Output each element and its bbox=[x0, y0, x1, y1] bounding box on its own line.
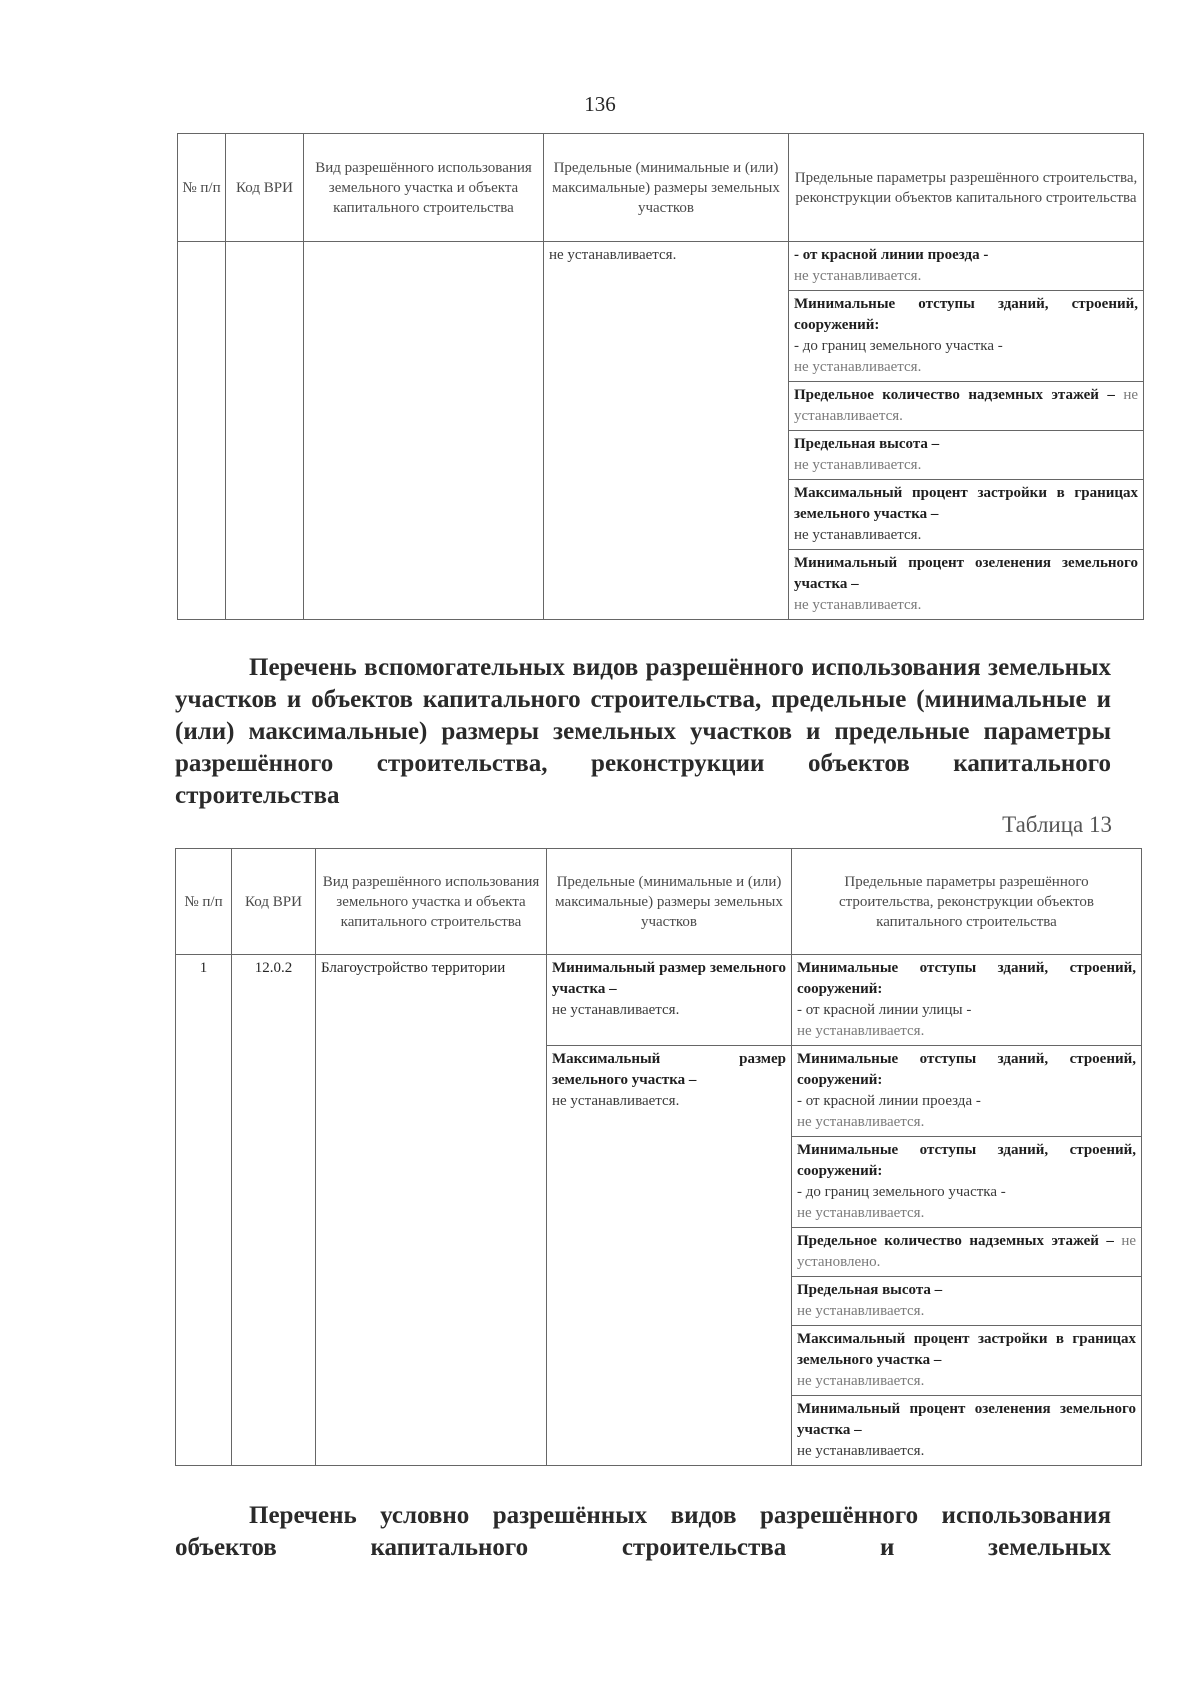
param-value: не установлено. bbox=[797, 1233, 1137, 1270]
section-heading: Перечень условно разрешённых видов разрешённого использования объектов капитального строительства и земельных bbox=[175, 1502, 1111, 1561]
param-cell bbox=[792, 1046, 1142, 1137]
param-cell bbox=[792, 1137, 1142, 1228]
table-row bbox=[178, 242, 1144, 291]
param-cell bbox=[789, 242, 1144, 291]
size-cell bbox=[547, 955, 792, 1046]
table-header-row bbox=[178, 134, 1144, 242]
param-title: Предельная высота – bbox=[797, 1282, 943, 1298]
param-title: Минимальные отступы зданий, строений, сооружений: bbox=[794, 296, 1138, 333]
size-value: не устанавливается. bbox=[552, 1002, 680, 1018]
param-sub: - до границ земельного участка - bbox=[794, 338, 1003, 354]
param-value: не устанавливается. bbox=[797, 1205, 925, 1221]
cell-code: 12.0.2 bbox=[232, 955, 316, 1466]
cell-name: Благоустройство территории bbox=[316, 955, 547, 1466]
header-params: Предельные параметры разрешённого строительства, реконструкции объектов капитального строительства bbox=[792, 849, 1142, 955]
table-row bbox=[176, 955, 1142, 1046]
param-cell bbox=[789, 431, 1144, 480]
size-title: Минимальный размер земельного участка – bbox=[552, 960, 786, 997]
cell-size bbox=[544, 242, 789, 620]
size-cell bbox=[547, 1046, 792, 1466]
param-cell bbox=[789, 291, 1144, 382]
header-num: № п/п bbox=[178, 134, 226, 242]
param-title: Максимальный процент застройки в границах земельного участка – bbox=[794, 485, 1138, 522]
param-value: не устанавливается. bbox=[797, 1303, 925, 1319]
cell-name bbox=[304, 242, 544, 620]
section-heading: Перечень вспомогательных видов разрешённого использования земельных участков и объектов капитального строительства, предельные (минимальные и (или) максимальные) размеры земельных участков и предельные параметры разрешённого строительства, реконструкции объектов капитального строительства bbox=[175, 654, 1111, 809]
param-value: не устанавливается. bbox=[797, 1023, 925, 1039]
param-cell bbox=[792, 955, 1142, 1046]
param-value: не устанавливается. bbox=[794, 457, 922, 473]
header-num: № п/п bbox=[176, 849, 232, 955]
header-code: Код ВРИ bbox=[232, 849, 316, 955]
param-sub: - от красной линии проезда - bbox=[797, 1093, 981, 1109]
header-code: Код ВРИ bbox=[226, 134, 304, 242]
table-header-row bbox=[176, 849, 1142, 955]
param-cell bbox=[789, 382, 1144, 431]
param-value: не устанавливается. bbox=[794, 387, 1139, 424]
param-title: Предельная высота – bbox=[794, 436, 940, 452]
size-title: Максимальный размер земельного участка – bbox=[552, 1051, 786, 1088]
table-13 bbox=[175, 848, 1142, 1466]
param-cell bbox=[792, 1277, 1142, 1326]
param-cell bbox=[792, 1396, 1142, 1466]
param-sub: - от красной линии улицы - bbox=[797, 1002, 972, 1018]
param-value: не устанавливается. bbox=[797, 1373, 925, 1389]
param-value: не устанавливается. bbox=[797, 1443, 925, 1459]
table-label: Таблица 13 bbox=[1002, 812, 1112, 837]
param-cell bbox=[789, 480, 1144, 550]
param-title: Минимальные отступы зданий, строений, сооружений: bbox=[797, 960, 1136, 997]
param-title: Минимальный процент озеленения земельного участка – bbox=[797, 1401, 1136, 1438]
param-value: не устанавливается. bbox=[794, 527, 922, 543]
param-value: не устанавливается. bbox=[794, 359, 922, 375]
param-cell bbox=[789, 550, 1144, 620]
param-title: Максимальный процент застройки в границах земельного участка – bbox=[797, 1331, 1136, 1368]
param-cell bbox=[792, 1228, 1142, 1277]
param-title: Минимальные отступы зданий, строений, сооружений: bbox=[797, 1051, 1136, 1088]
header-size: Предельные (минимальные и (или) максимальные) размеры земельных участков bbox=[547, 849, 792, 955]
header-name: Вид разрешённого использования земельного участка и объекта капитального строительства bbox=[316, 849, 547, 955]
table-continued bbox=[177, 133, 1144, 620]
param-value: не устанавливается. bbox=[794, 268, 922, 284]
cell-num: 1 bbox=[176, 955, 232, 1466]
param-title: Предельное количество надземных этажей – bbox=[794, 387, 1115, 403]
param-title: - от красной линии проезда - bbox=[794, 247, 989, 263]
cell-num bbox=[178, 242, 226, 620]
param-value: не устанавливается. bbox=[794, 597, 922, 613]
param-title: Минимальный процент озеленения земельного участка – bbox=[794, 555, 1138, 592]
page-number: 136 bbox=[584, 92, 616, 116]
header-size: Предельные (минимальные и (или) максимальные) размеры земельных участков bbox=[544, 134, 789, 242]
param-value: не устанавливается. bbox=[797, 1114, 925, 1130]
param-cell bbox=[792, 1326, 1142, 1396]
header-params: Предельные параметры разрешённого строительства, реконструкции объектов капитального строительства bbox=[789, 134, 1144, 242]
size-value: не устанавливается. bbox=[552, 1093, 680, 1109]
header-name: Вид разрешённого использования земельного участка и объекта капитального строительства bbox=[304, 134, 544, 242]
param-title: Минимальные отступы зданий, строений, сооружений: bbox=[797, 1142, 1136, 1179]
param-sub: - до границ земельного участка - bbox=[797, 1184, 1006, 1200]
size-text: не устанавливается. bbox=[549, 247, 677, 263]
cell-code bbox=[226, 242, 304, 620]
param-title: Предельное количество надземных этажей – bbox=[797, 1233, 1114, 1249]
